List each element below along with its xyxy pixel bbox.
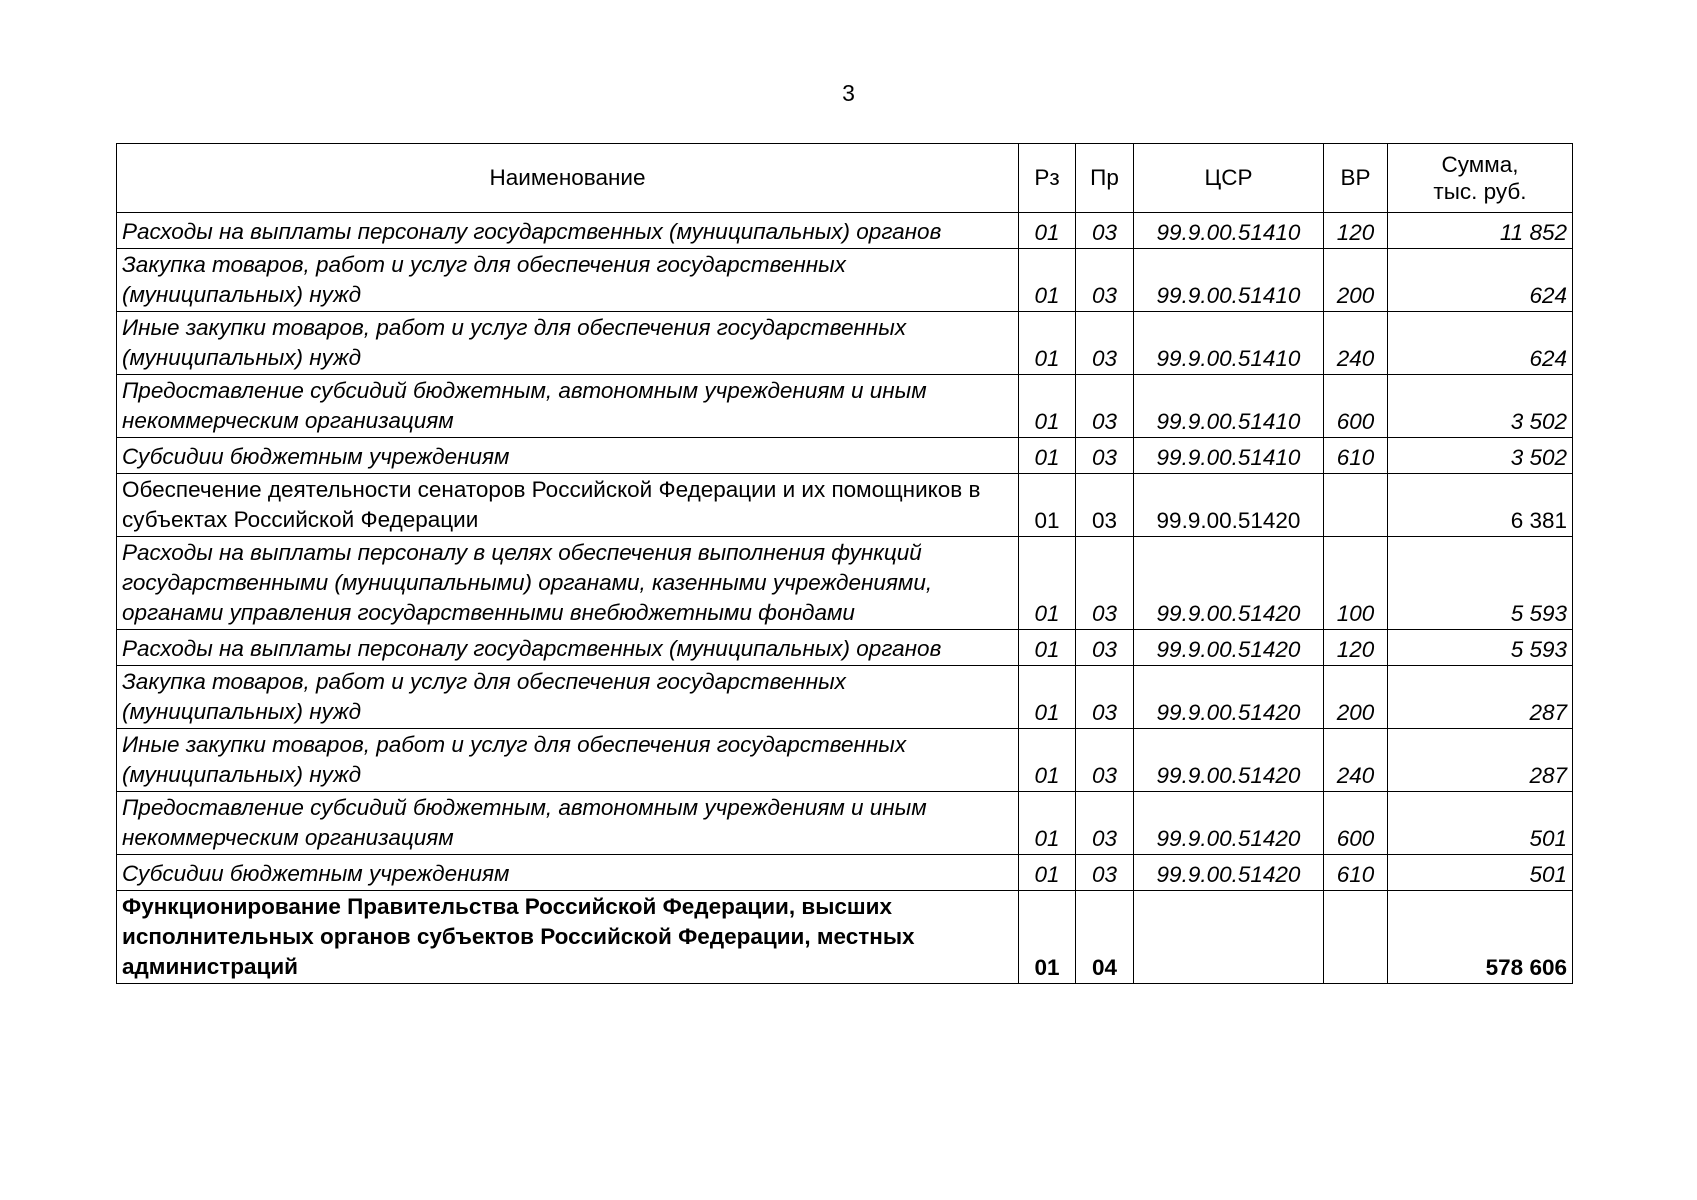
cell-rz: 01 [1019,375,1076,438]
cell-vr: 610 [1324,438,1388,474]
table-row [117,312,1573,375]
cell-pr: 03 [1076,792,1134,855]
cell-csr: 99.9.00.51410 [1134,438,1324,474]
cell-sum: 624 [1388,249,1573,312]
cell-pr: 03 [1076,729,1134,792]
cell-sum: 624 [1388,312,1573,375]
cell-csr: 99.9.00.51410 [1134,375,1324,438]
cell-sum: 3 502 [1388,438,1573,474]
cell-vr: 240 [1324,312,1388,375]
cell-sum: 11 852 [1388,213,1573,249]
cell-pr: 03 [1076,537,1134,630]
cell-rz: 01 [1019,666,1076,729]
table-row [117,891,1573,984]
cell-name: Иные закупки товаров, работ и услуг для обеспечения государственных (муниципальных) нужд [117,312,1019,375]
cell-sum: 287 [1388,729,1573,792]
cell-csr: 99.9.00.51420 [1134,666,1324,729]
cell-name: Расходы на выплаты персоналу государственных (муниципальных) органов [117,630,1019,666]
cell-rz: 01 [1019,855,1076,891]
cell-csr: 99.9.00.51420 [1134,474,1324,537]
header-pr: Пр [1076,144,1134,213]
cell-rz: 01 [1019,249,1076,312]
cell-sum: 5 593 [1388,537,1573,630]
header-sum-line2: тыс. руб. [1433,179,1527,204]
cell-rz: 01 [1019,729,1076,792]
cell-pr: 03 [1076,855,1134,891]
table-row [117,474,1573,537]
cell-rz: 01 [1019,891,1076,984]
cell-sum: 287 [1388,666,1573,729]
cell-name: Расходы на выплаты персоналу в целях обеспечения выполнения функций государственными (муниципальными) органами, казенными учреждениями, органами управления государственными внебюджетными фондами [117,537,1019,630]
table-row [117,630,1573,666]
cell-name: Расходы на выплаты персоналу государственных (муниципальных) органов [117,213,1019,249]
cell-csr: 99.9.00.51420 [1134,537,1324,630]
header-rz: Рз [1019,144,1076,213]
cell-sum: 3 502 [1388,375,1573,438]
cell-name: Обеспечение деятельности сенаторов Российской Федерации и их помощников в субъектах Российской Федерации [117,474,1019,537]
cell-name: Закупка товаров, работ и услуг для обеспечения государственных (муниципальных) нужд [117,249,1019,312]
cell-vr: 600 [1324,792,1388,855]
cell-vr: 200 [1324,666,1388,729]
cell-sum: 501 [1388,792,1573,855]
cell-pr: 03 [1076,666,1134,729]
cell-csr: 99.9.00.51420 [1134,792,1324,855]
cell-pr: 03 [1076,312,1134,375]
cell-pr: 03 [1076,438,1134,474]
cell-pr: 03 [1076,630,1134,666]
cell-name: Субсидии бюджетным учреждениям [117,438,1019,474]
cell-name: Иные закупки товаров, работ и услуг для обеспечения государственных (муниципальных) нужд [117,729,1019,792]
cell-vr: 240 [1324,729,1388,792]
cell-pr: 03 [1076,375,1134,438]
table-row [117,855,1573,891]
table-row [117,537,1573,630]
header-sum-line1: Сумма, [1441,152,1519,177]
table-row [117,792,1573,855]
table-row [117,729,1573,792]
cell-csr [1134,891,1324,984]
header-name: Наименование [117,144,1019,213]
cell-rz: 01 [1019,213,1076,249]
cell-csr: 99.9.00.51410 [1134,312,1324,375]
cell-csr: 99.9.00.51410 [1134,213,1324,249]
cell-vr: 120 [1324,213,1388,249]
cell-name: Предоставление субсидий бюджетным, автономным учреждениям и иным некоммерческим организациям [117,792,1019,855]
cell-sum: 578 606 [1388,891,1573,984]
cell-rz: 01 [1019,792,1076,855]
header-csr: ЦСР [1134,144,1324,213]
header-sum [1388,144,1573,213]
cell-rz: 01 [1019,474,1076,537]
cell-rz: 01 [1019,312,1076,375]
cell-csr: 99.9.00.51410 [1134,249,1324,312]
cell-name: Закупка товаров, работ и услуг для обеспечения государственных (муниципальных) нужд [117,666,1019,729]
cell-pr: 03 [1076,249,1134,312]
cell-rz: 01 [1019,537,1076,630]
cell-csr: 99.9.00.51420 [1134,630,1324,666]
cell-vr: 600 [1324,375,1388,438]
cell-rz: 01 [1019,438,1076,474]
cell-vr: 610 [1324,855,1388,891]
cell-name: Функционирование Правительства Российской Федерации, высших исполнительных органов субъектов Российской Федерации, местных администраций [117,891,1019,984]
cell-csr: 99.9.00.51420 [1134,855,1324,891]
cell-name: Предоставление субсидий бюджетным, автономным учреждениям и иным некоммерческим организациям [117,375,1019,438]
budget-table [116,143,1573,984]
cell-sum: 5 593 [1388,630,1573,666]
cell-sum: 6 381 [1388,474,1573,537]
cell-vr [1324,474,1388,537]
cell-rz: 01 [1019,630,1076,666]
header-vr: ВР [1324,144,1388,213]
page-number: 3 [842,80,855,106]
cell-pr: 04 [1076,891,1134,984]
cell-vr: 200 [1324,249,1388,312]
table-row [117,375,1573,438]
cell-pr: 03 [1076,213,1134,249]
cell-pr: 03 [1076,474,1134,537]
cell-csr: 99.9.00.51420 [1134,729,1324,792]
table-row [117,249,1573,312]
table-row [117,438,1573,474]
cell-vr: 120 [1324,630,1388,666]
cell-vr: 100 [1324,537,1388,630]
table-header-row [117,144,1573,213]
cell-name: Субсидии бюджетным учреждениям [117,855,1019,891]
cell-sum: 501 [1388,855,1573,891]
table-row [117,666,1573,729]
cell-vr [1324,891,1388,984]
table-row [117,213,1573,249]
